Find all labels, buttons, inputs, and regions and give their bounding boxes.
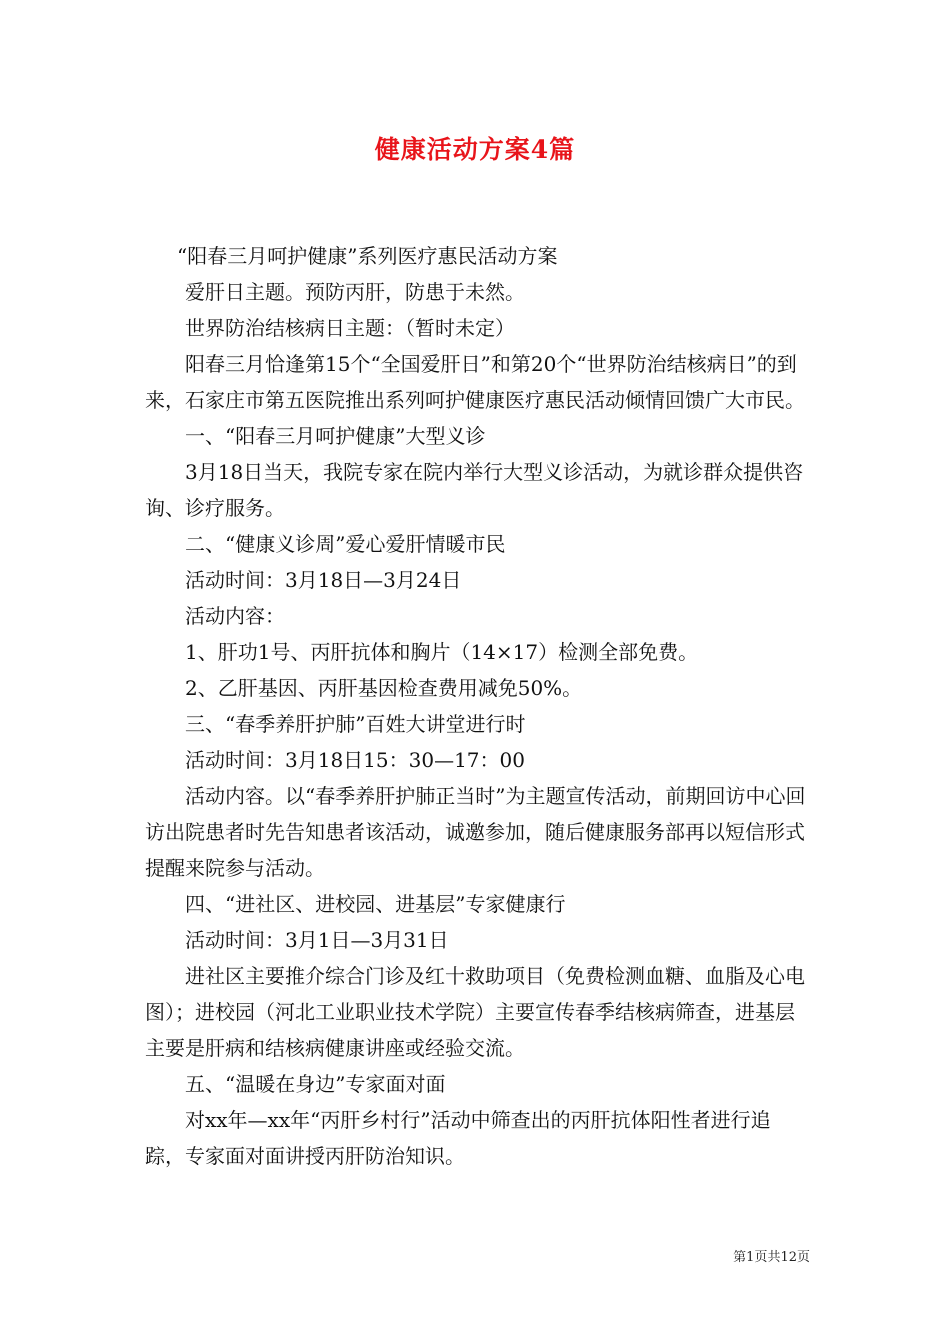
paragraph: 3月18日当天，我院专家在院内举行大型义诊活动，为就诊群众提供咨询、诊疗服务。	[145, 460, 804, 520]
paragraph: 活动时间：3月18日15：30—17：00	[185, 748, 525, 772]
paragraph: 活动时间：3月18日—3月24日	[185, 568, 462, 592]
paragraph: 进社区主要推介综合门诊及红十救助项目（免费检测血糖、血脂及心电图）；进校园（河北工业职业技术学院）主要宣传春季结核病筛查，进基层主要是肝病和结核病健康讲座或经验交流。	[145, 964, 805, 1060]
list-item: 1、肝功1号、丙肝抗体和胸片（14×17）检测全部免费。	[185, 640, 699, 664]
document-body	[145, 238, 810, 1174]
section-heading: 二、“健康义诊周”爱心爱肝情暖市民	[185, 532, 506, 556]
paragraph: 活动内容。以“春季养肝护肺正当时”为主题宣传活动，前期回访中心回访出院患者时先告知患者该活动，诚邀参加，随后健康服务部再以短信形式提醒来院参与活动。	[145, 784, 806, 880]
section-heading: 一、“阳春三月呵护健康”大型义诊	[185, 424, 486, 448]
page-number: 第1页共12页	[733, 1250, 810, 1265]
paragraph: 对xx年—xx年“丙肝乡村行”活动中筛查出的丙肝抗体阳性者进行追踪，专家面对面讲授丙肝防治知识。	[145, 1108, 771, 1168]
section-heading: 五、“温暖在身边”专家面对面	[185, 1072, 446, 1096]
list-item: 2、乙肝基因、丙肝基因检查费用减免50%。	[185, 676, 583, 700]
paragraph: 爱肝日主题。预防丙肝，防患于未然。	[185, 280, 525, 304]
paragraph: 活动内容：	[185, 604, 285, 628]
section-heading: 四、“进社区、进校园、进基层”专家健康行	[185, 892, 566, 916]
paragraph-heading: “阳春三月呵护健康”系列医疗惠民活动方案	[177, 244, 558, 268]
paragraph: 阳春三月恰逢第15个“全国爱肝日”和第20个“世界防治结核病日”的到来，石家庄市第五医院推出系列呵护健康医疗惠民活动倾情回馈广大市民。	[145, 352, 805, 412]
section-heading: 三、“春季养肝护肺”百姓大讲堂进行时	[185, 712, 526, 736]
document-title: 健康活动方案4篇	[374, 135, 576, 164]
paragraph: 世界防治结核病日主题：（暂时未定）	[185, 316, 515, 340]
paragraph: 活动时间：3月1日—3月31日	[185, 928, 449, 952]
